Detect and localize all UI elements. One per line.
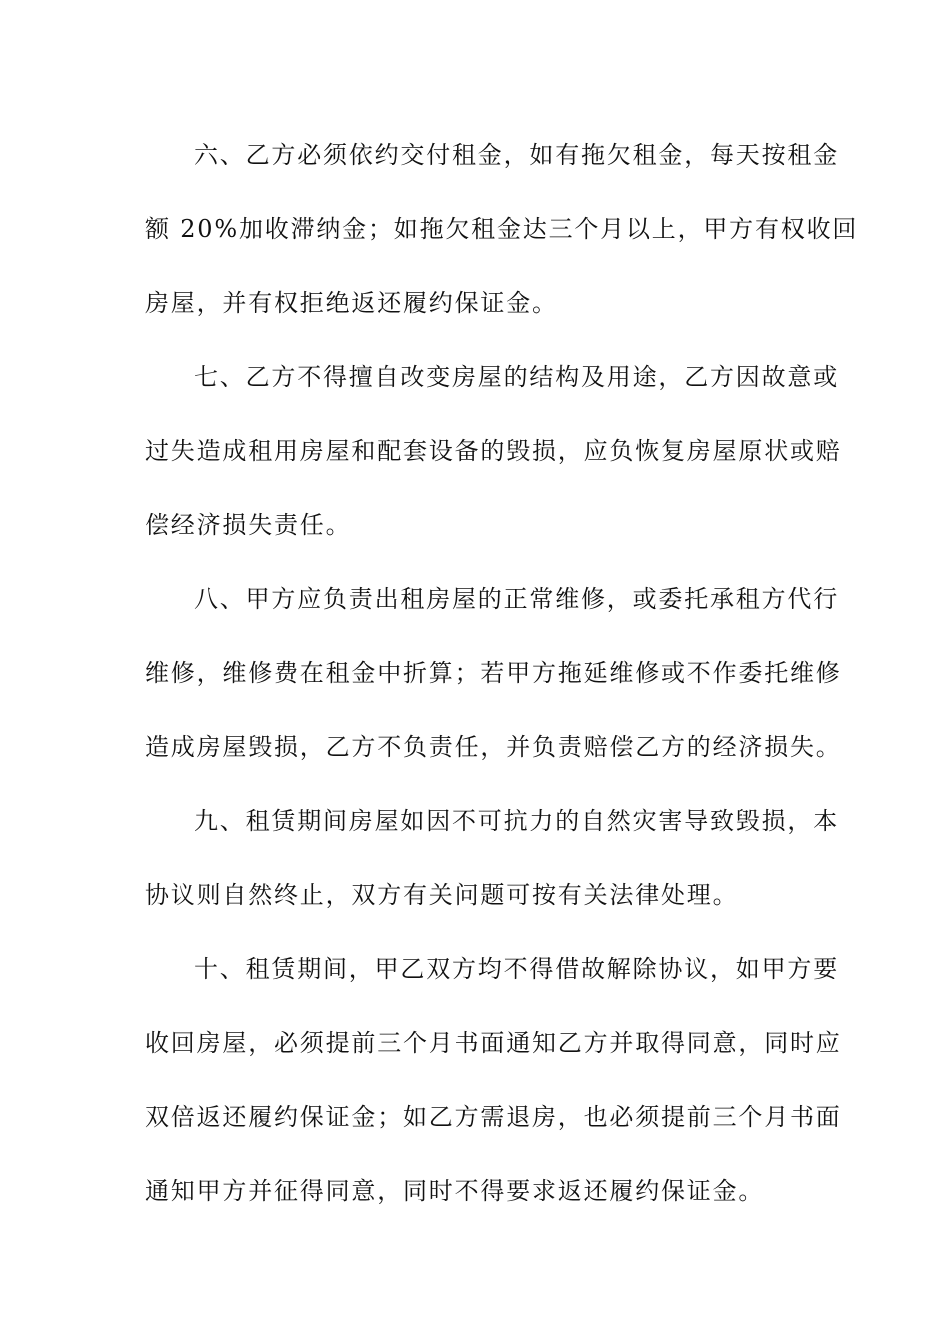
clause-6-line-2: 额 20%加收滞纳金；如拖欠租金达三个月以上，甲方有权收回 bbox=[145, 215, 859, 243]
clause-6-line-1: 六、乙方必须依约交付租金，如有拖欠租金，每天按租金 bbox=[194, 141, 839, 169]
clause-8-line-3: 造成房屋毁损，乙方不负责任，并负责赔偿乙方的经济损失。 bbox=[145, 733, 842, 761]
clause-7-line-3: 偿经济损失责任。 bbox=[145, 511, 352, 539]
clause-9-line-2: 协议则自然终止，双方有关问题可按有关法律处理。 bbox=[145, 881, 739, 909]
document-body bbox=[145, 118, 859, 1228]
clause-7-line-1: 七、乙方不得擅自改变房屋的结构及用途，乙方因故意或 bbox=[194, 363, 839, 391]
clause-10-line-1: 十、租赁期间，甲乙双方均不得借故解除协议，如甲方要 bbox=[194, 955, 839, 983]
clause-10-line-4: 通知甲方并征得同意，同时不得要求返还履约保证金。 bbox=[145, 1177, 765, 1205]
clause-8-line-2: 维修，维修费在租金中折算；若甲方拖延维修或不作委托维修 bbox=[145, 659, 842, 687]
clause-9-line-1: 九、租赁期间房屋如因不可抗力的自然灾害导致毁损，本 bbox=[194, 807, 839, 835]
clause-8-line-1: 八、甲方应负责出租房屋的正常维修，或委托承租方代行 bbox=[194, 585, 839, 613]
clause-7-line-2: 过失造成租用房屋和配套设备的毁损，应负恢复房屋原状或赔 bbox=[145, 437, 842, 465]
clause-10-line-3: 双倍返还履约保证金；如乙方需退房，也必须提前三个月书面 bbox=[145, 1103, 842, 1131]
clause-6-line-3: 房屋，并有权拒绝返还履约保证金。 bbox=[145, 289, 558, 317]
clause-10-line-2: 收回房屋，必须提前三个月书面通知乙方并取得同意，同时应 bbox=[145, 1029, 842, 1057]
